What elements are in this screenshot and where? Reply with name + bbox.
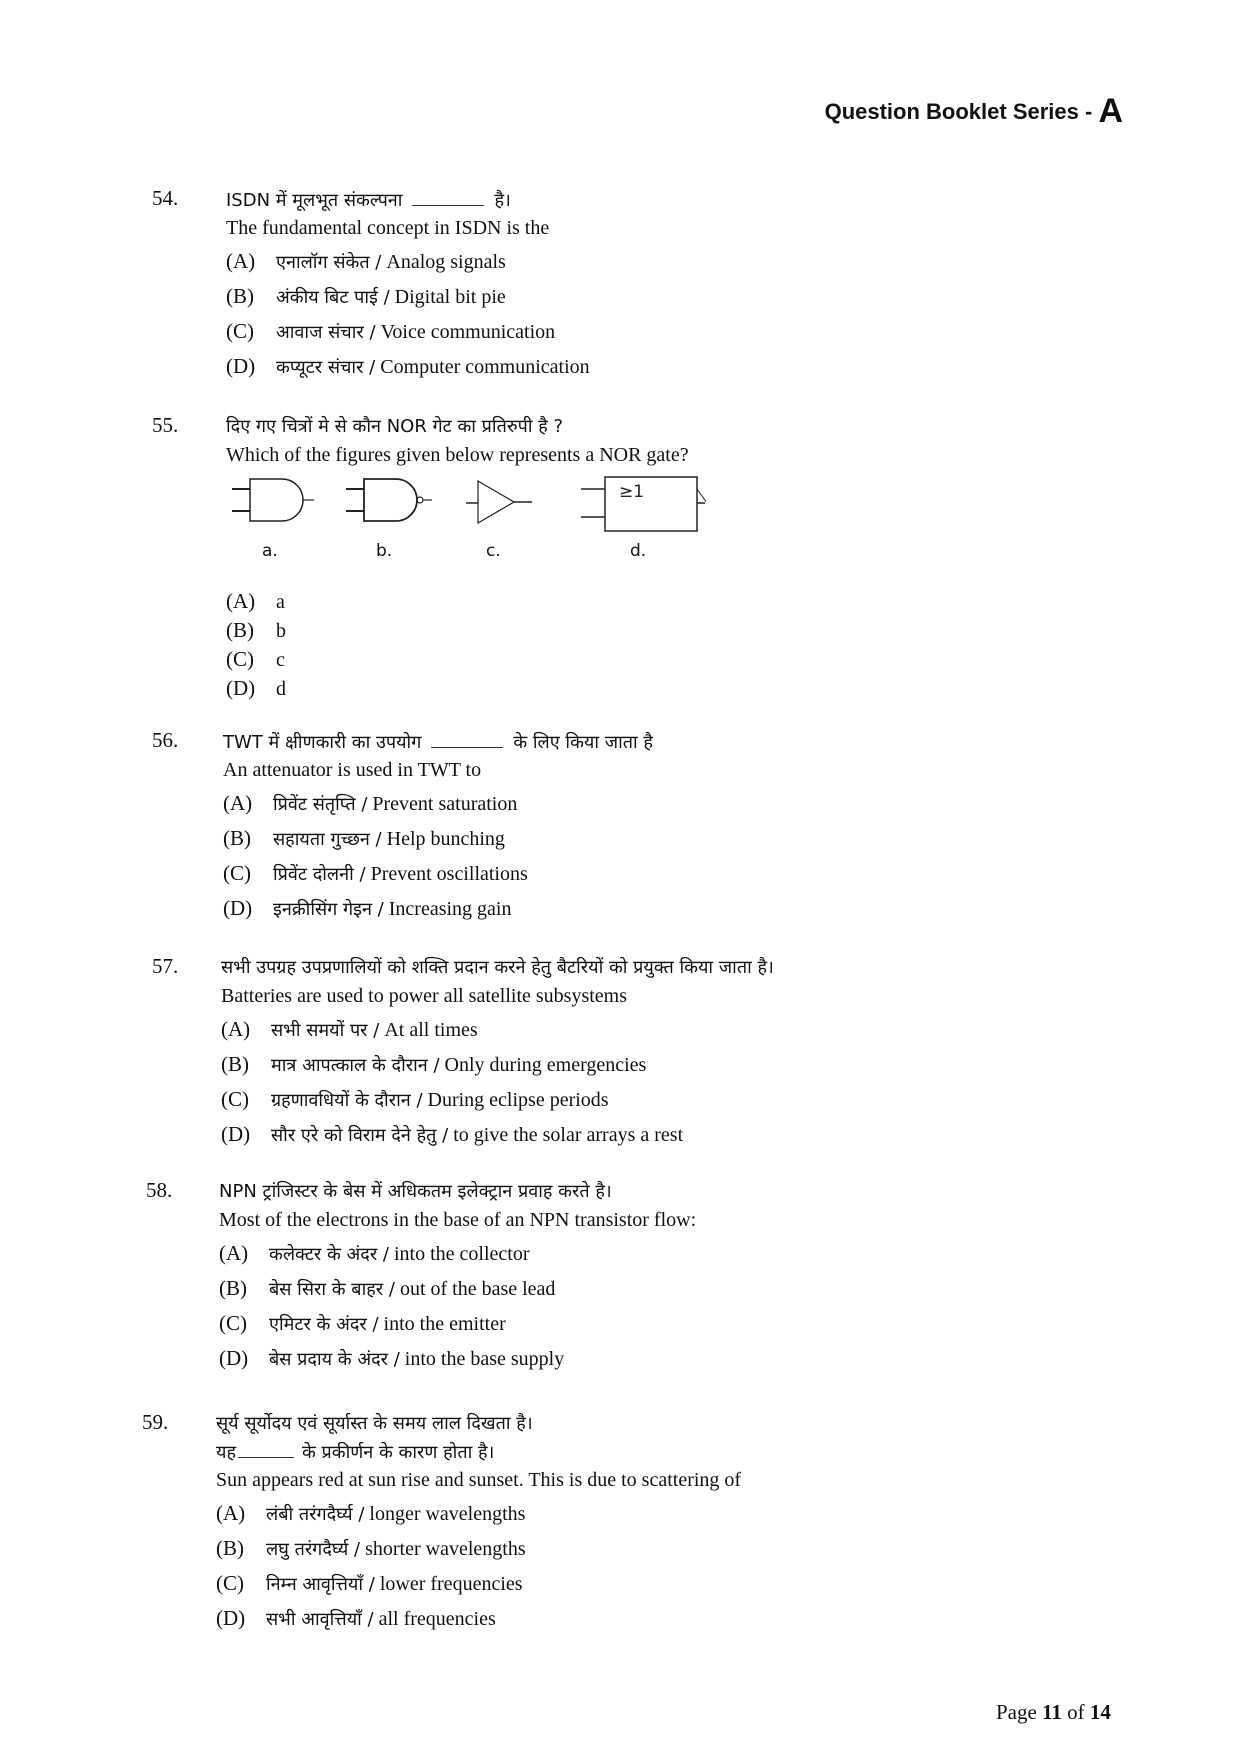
option-b: (B) अंकीय बिट पाई / Digital bit pie: [226, 284, 506, 308]
figure-nand-gate-icon: [346, 475, 441, 531]
question-body: [226, 186, 590, 384]
question-number: 58.: [146, 1178, 173, 1202]
option-a: (A) प्रिवेंट संतृप्ति / Prevent saturation: [223, 791, 518, 815]
option-b: (B) सहायता गुच्छन / Help bunching: [223, 826, 505, 850]
fill-blank: [431, 729, 503, 748]
options-list: [216, 1496, 741, 1636]
question-body: [226, 413, 689, 703]
option-c: (C) प्रिवेंट दोलनी / Prevent oscillations: [223, 861, 528, 885]
option-c: (C) c: [226, 647, 285, 671]
option-d: (D) सौर एरे को विराम देने हेतु / to give the solar arrays a rest: [221, 1122, 684, 1146]
question-number: 57.: [152, 954, 179, 978]
fill-blank: [238, 1439, 294, 1458]
option-d: (D) कप्यूटर संचार / Computer communication: [226, 354, 590, 378]
option-a: (A) सभी समयों पर / At all times: [221, 1017, 478, 1041]
question-hindi: ISDN में मूलभूत संकल्पना है।: [226, 186, 590, 214]
figure-caption-a: a.: [262, 541, 278, 561]
question-english: An attenuator is used in TWT to: [223, 759, 482, 781]
question-body: [216, 1410, 741, 1636]
page-number: Page 11 of 14: [996, 1700, 1111, 1724]
option-d: (D) बेस प्रदाय के अंदर / into the base supply: [219, 1346, 565, 1370]
question-english: Most of the electrons in the base of an NPN transistor flow:: [219, 1209, 697, 1231]
figure-caption-d: d.: [630, 541, 647, 561]
option-b: (B) मात्र आपत्काल के दौरान / Only during emergencies: [221, 1052, 647, 1076]
question-hindi: TWT में क्षीणकारी का उपयोग के लिए किया जाता है: [223, 728, 653, 756]
question-english: Sun appears red at sun rise and sunset. This is due to scattering of: [216, 1469, 742, 1491]
figure-iec-nor-gate-icon: [581, 475, 706, 541]
svg-text:≥1: ≥1: [619, 482, 645, 502]
options-list: [223, 786, 653, 926]
question-hindi: NPN ट्रांजिस्टर के बेस में अधिकतम इलेक्ट्रान प्रवाह करते है।: [219, 1181, 612, 1202]
question-english: Batteries are used to power all satellite subsystems: [221, 985, 628, 1007]
option-b: (B) बेस सिरा के बाहर / out of the base lead: [219, 1276, 556, 1300]
option-d: (D) इनक्रीसिंग गेइन / Increasing gain: [223, 896, 512, 920]
options-list: [219, 1236, 696, 1376]
series-letter: A: [1098, 92, 1123, 130]
gate-figures: [226, 475, 689, 585]
options-list: [226, 244, 590, 384]
figure-caption-b: b.: [376, 541, 393, 561]
question-english: The fundamental concept in ISDN is the: [226, 217, 550, 239]
question-hindi: सभी उपग्रह उपप्रणालियों को शक्ति प्रदान करने हेतु बैटरियों को प्रयुक्त किया जाता है।: [221, 957, 774, 978]
question-body: [223, 728, 653, 926]
option-d: (D) सभी आवृत्तियाँ / all frequencies: [216, 1606, 496, 1630]
question-hindi: दिए गए चित्रों मे से कौन NOR गेट का प्रतिरुपी है ?: [226, 416, 564, 437]
figure-and-gate-icon: [232, 475, 322, 531]
question-number: 59.: [142, 1410, 169, 1434]
options-list: [226, 587, 689, 703]
option-b: (B) b: [226, 618, 286, 642]
option-a: (A) a: [226, 589, 285, 613]
option-a: (A) एनालॉग संकेत / Analog signals: [226, 249, 506, 273]
option-a: (A) कलेक्टर के अंदर / into the collector: [219, 1241, 530, 1265]
series-label: Question Booklet Series -: [824, 99, 1093, 124]
option-c: (C) आवाज संचार / Voice communication: [226, 319, 556, 343]
question-english: Which of the figures given below represents a NOR gate?: [226, 444, 689, 466]
question-hindi-line1: सूर्य सूर्योदय एवं सूर्यास्त के समय लाल दिखता है।: [216, 1413, 533, 1434]
question-body: [219, 1178, 696, 1376]
option-a: (A) लंबी तरंगदैर्घ्य / longer wavelengths: [216, 1501, 526, 1525]
option-c: (C) निम्न आवृत्तियाँ / lower frequencies: [216, 1571, 523, 1595]
options-list: [221, 1012, 774, 1152]
figure-caption-c: c.: [486, 541, 501, 561]
figure-buffer-icon: [466, 475, 536, 531]
booklet-series-header: [825, 92, 1123, 131]
option-c: (C) एमिटर के अंदर / into the emitter: [219, 1311, 506, 1335]
question-hindi-line2: यह के प्रकीर्णन के कारण होता है।: [216, 1438, 741, 1466]
question-number: 55.: [152, 413, 179, 437]
fill-blank: [412, 187, 484, 206]
option-c: (C) ग्रहणावधियों के दौरान / During eclipse periods: [221, 1087, 609, 1111]
question-body: [221, 954, 774, 1152]
question-number: 56.: [152, 728, 179, 752]
question-number: 54.: [152, 186, 179, 210]
option-b: (B) लघु तरंगदैर्घ्य / shorter wavelengths: [216, 1536, 526, 1560]
option-d: (D) d: [226, 676, 286, 700]
